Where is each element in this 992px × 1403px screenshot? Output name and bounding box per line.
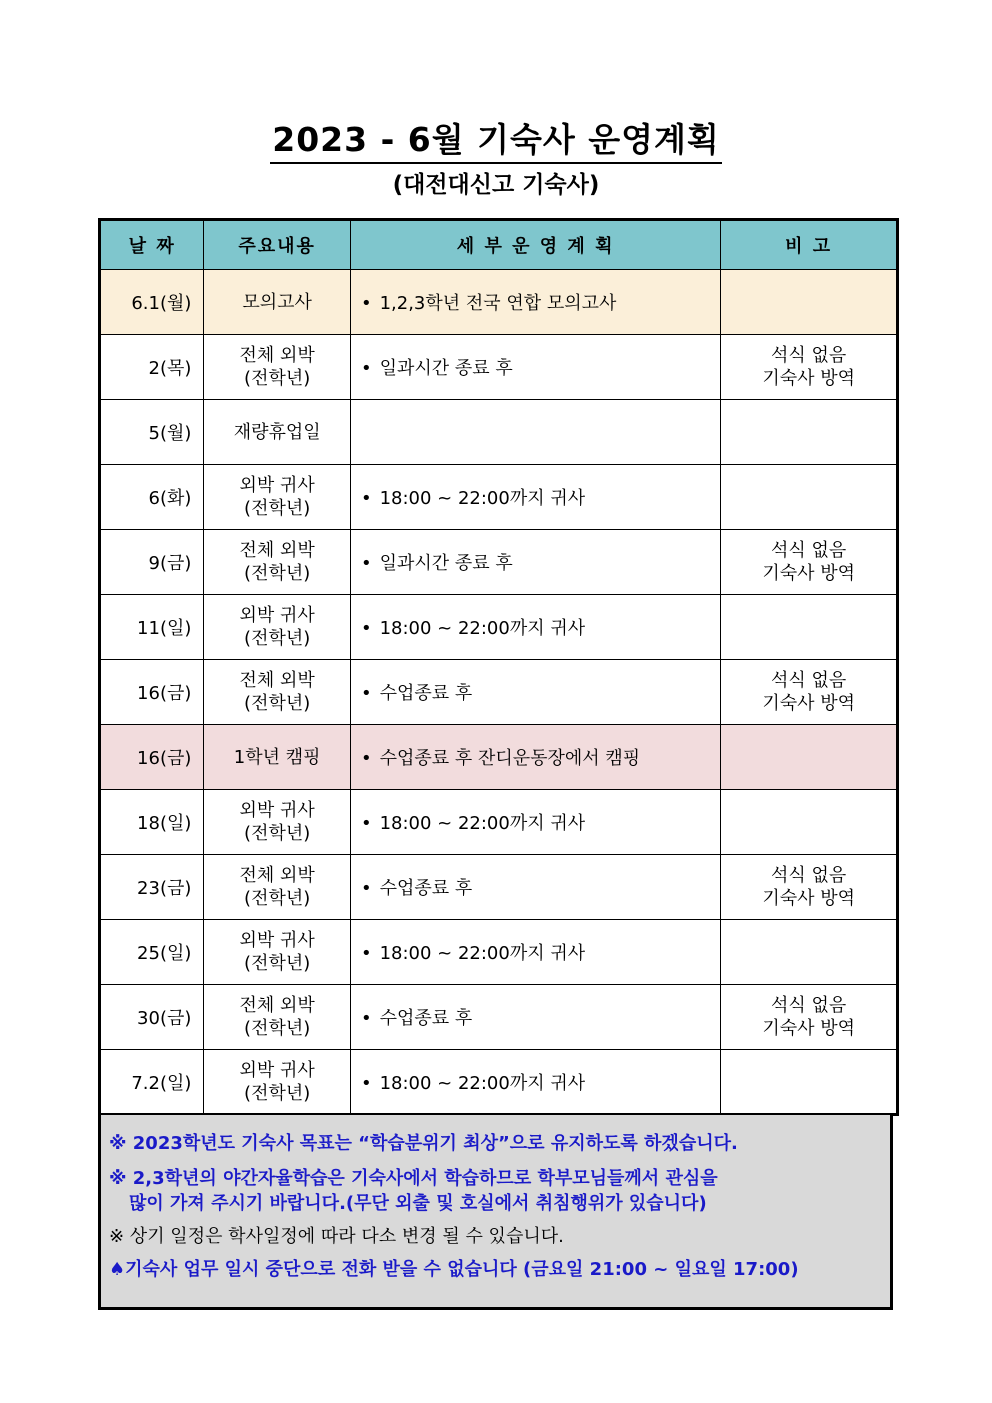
- bullet-icon: •: [360, 813, 372, 834]
- cell-detail: [350, 855, 720, 920]
- cell-date: 5(월): [100, 400, 204, 465]
- cell-date: 11(일): [100, 595, 204, 660]
- table-row: [100, 985, 898, 1050]
- page-title: 2023 - 6월 기숙사 운영계획: [270, 120, 721, 164]
- table-header-row: [100, 220, 898, 270]
- cell-main-line1: 1학년 캠핑: [233, 746, 321, 768]
- cell-main: [204, 530, 351, 595]
- note-self-study: [109, 1166, 890, 1216]
- cell-main-line1: 재량휴업일: [233, 421, 321, 443]
- cell-detail: [350, 1050, 720, 1115]
- cell-detail-text: 18:00 ~ 22:00까지 귀사: [379, 488, 586, 509]
- bullet-icon: •: [360, 553, 372, 574]
- cell-main: [204, 1050, 351, 1115]
- cell-main-line2: (전학년): [244, 1082, 311, 1104]
- note-phone-unavailable: ♠기숙사 업무 일시 중단으로 전화 받을 수 없습니다 (금요일 21:00 ~ 일요일 17:00): [109, 1259, 799, 1280]
- cell-note: [721, 595, 898, 660]
- cell-main: [204, 465, 351, 530]
- cell-detail: [350, 595, 720, 660]
- column-header-date: 날 짜: [100, 220, 204, 270]
- cell-detail-text: 수업종료 후: [379, 683, 473, 704]
- cell-main-line2: (전학년): [244, 1018, 311, 1039]
- cell-note-line1: 석식 없음: [771, 345, 847, 366]
- cell-main-line2: (전학년): [244, 628, 311, 649]
- bullet-icon: •: [360, 488, 372, 509]
- cell-date: 18(일): [100, 790, 204, 855]
- cell-main-line2: (전학년): [244, 368, 311, 389]
- cell-note: [721, 920, 898, 985]
- cell-main-line1: 전체 외박: [239, 670, 315, 691]
- cell-detail: [350, 270, 720, 335]
- cell-main: [204, 595, 351, 660]
- cell-note-line1: 석식 없음: [771, 540, 847, 561]
- cell-detail: [350, 335, 720, 400]
- cell-main-line2: (전학년): [244, 498, 311, 519]
- bullet-icon: •: [360, 683, 372, 704]
- cell-note: [721, 335, 898, 400]
- column-header-main: 주요내용: [204, 220, 351, 270]
- column-header-note: 비 고: [721, 220, 898, 270]
- cell-main: [204, 335, 351, 400]
- table-row: [100, 465, 898, 530]
- cell-note: [721, 855, 898, 920]
- bullet-icon: •: [360, 293, 372, 314]
- table-row: [100, 400, 898, 465]
- cell-date: 6(화): [100, 465, 204, 530]
- page-subtitle: (대전대신고 기숙사): [392, 172, 600, 198]
- cell-main-line2: (전학년): [244, 888, 311, 909]
- cell-detail: [350, 465, 720, 530]
- note-goal: ※ 2023학년도 기숙사 목표는 “학습분위기 최상”으로 유지하도록 하겠습니다.: [109, 1133, 738, 1154]
- cell-main: [204, 660, 351, 725]
- cell-detail: [350, 400, 720, 465]
- cell-date: 2(목): [100, 335, 204, 400]
- cell-main-line1: 전체 외박: [239, 540, 315, 561]
- cell-date: 30(금): [100, 985, 204, 1050]
- cell-main-line1: 외박 귀사: [239, 1059, 315, 1081]
- cell-main: [204, 855, 351, 920]
- table-row: [100, 335, 898, 400]
- cell-note: [721, 725, 898, 790]
- table-row: [100, 920, 898, 985]
- cell-main: [204, 400, 351, 465]
- cell-note: [721, 985, 898, 1050]
- cell-detail: [350, 725, 720, 790]
- cell-note-line1: 석식 없음: [771, 995, 847, 1016]
- table-row: [100, 790, 898, 855]
- cell-main: [204, 270, 351, 335]
- cell-detail: [350, 660, 720, 725]
- page-title-wrap: [0, 120, 992, 164]
- cell-main-line2: (전학년): [244, 693, 311, 714]
- cell-detail-text: 수업종료 후: [379, 1008, 473, 1029]
- cell-detail: [350, 790, 720, 855]
- cell-detail-text: 1,2,3학년 전국 연합 모의고사: [379, 293, 617, 314]
- cell-note: [721, 400, 898, 465]
- cell-detail-text: 일과시간 종료 후: [379, 358, 513, 379]
- cell-note: [721, 530, 898, 595]
- cell-main-line1: 외박 귀사: [239, 605, 315, 626]
- bullet-icon: •: [360, 1072, 372, 1094]
- table-row: [100, 725, 898, 790]
- cell-detail: [350, 985, 720, 1050]
- cell-detail: [350, 920, 720, 985]
- cell-detail-text: 18:00 ~ 22:00까지 귀사: [379, 618, 586, 639]
- cell-main-line1: 전체 외박: [239, 345, 315, 366]
- cell-main: [204, 790, 351, 855]
- cell-date: 6.1(월): [100, 270, 204, 335]
- bullet-icon: •: [360, 358, 372, 379]
- column-header-detail: 세 부 운 영 계 획: [350, 220, 720, 270]
- cell-main-line2: (전학년): [244, 563, 311, 584]
- bullet-icon: •: [360, 1008, 372, 1029]
- cell-note-line2: 기숙사 방역: [762, 888, 855, 909]
- schedule-table: [98, 218, 899, 1116]
- cell-note-line2: 기숙사 방역: [762, 693, 855, 714]
- cell-note-line2: 기숙사 방역: [762, 368, 855, 389]
- cell-note: [721, 465, 898, 530]
- cell-detail-text: 18:00 ~ 22:00까지 귀사: [379, 943, 586, 964]
- table-row: [100, 530, 898, 595]
- cell-note: [721, 270, 898, 335]
- cell-date: 16(금): [100, 725, 204, 790]
- table-row: [100, 660, 898, 725]
- cell-main: [204, 985, 351, 1050]
- cell-detail-text: 18:00 ~ 22:00까지 귀사: [379, 813, 586, 834]
- cell-detail-text: 일과시간 종료 후: [379, 553, 513, 574]
- cell-main-line1: 전체 외박: [239, 865, 315, 886]
- bullet-icon: •: [360, 618, 372, 639]
- cell-date: 7.2(일): [100, 1050, 204, 1115]
- note-self-study-line2: 많이 가져 주시기 바랍니다.(무단 외출 및 호실에서 취침행위가 있습니다): [129, 1193, 707, 1214]
- bullet-icon: •: [360, 878, 372, 899]
- note-schedule-change: ※ 상기 일정은 학사일정에 따라 다소 변경 될 수 있습니다.: [109, 1226, 564, 1247]
- cell-detail-text: 수업종료 후: [379, 878, 473, 899]
- cell-note-line2: 기숙사 방역: [762, 1018, 855, 1039]
- table-row: [100, 270, 898, 335]
- cell-note: [721, 1050, 898, 1115]
- cell-main-line2: (전학년): [244, 953, 311, 974]
- cell-detail-text: 18:00 ~ 22:00까지 귀사: [379, 1072, 586, 1094]
- cell-detail: [350, 530, 720, 595]
- cell-date: 25(일): [100, 920, 204, 985]
- bullet-icon: •: [360, 943, 372, 964]
- cell-note-line1: 석식 없음: [771, 670, 847, 691]
- cell-note-line1: 석식 없음: [771, 865, 847, 886]
- cell-main-line1: 외박 귀사: [239, 475, 315, 496]
- cell-note: [721, 660, 898, 725]
- notes-box: [98, 1115, 893, 1310]
- cell-main-line1: 전체 외박: [239, 995, 315, 1016]
- cell-main-line1: 외박 귀사: [239, 800, 315, 821]
- note-self-study-line1: ※ 2,3학년의 야간자율학습은 기숙사에서 학습하므로 학부모님들께서 관심을: [109, 1168, 718, 1189]
- table-row: [100, 1050, 898, 1115]
- table-row: [100, 595, 898, 660]
- cell-main-line1: 모의고사: [242, 291, 312, 313]
- cell-main-line2: (전학년): [244, 823, 311, 844]
- table-row: [100, 855, 898, 920]
- cell-note: [721, 790, 898, 855]
- cell-main-line1: 외박 귀사: [239, 930, 315, 951]
- cell-date: 9(금): [100, 530, 204, 595]
- cell-detail-text: 수업종료 후 잔디운동장에서 캠핑: [379, 748, 641, 769]
- cell-main: [204, 725, 351, 790]
- bullet-icon: •: [360, 748, 372, 769]
- cell-main: [204, 920, 351, 985]
- cell-date: 16(금): [100, 660, 204, 725]
- cell-note-line2: 기숙사 방역: [762, 563, 855, 584]
- cell-date: 23(금): [100, 855, 204, 920]
